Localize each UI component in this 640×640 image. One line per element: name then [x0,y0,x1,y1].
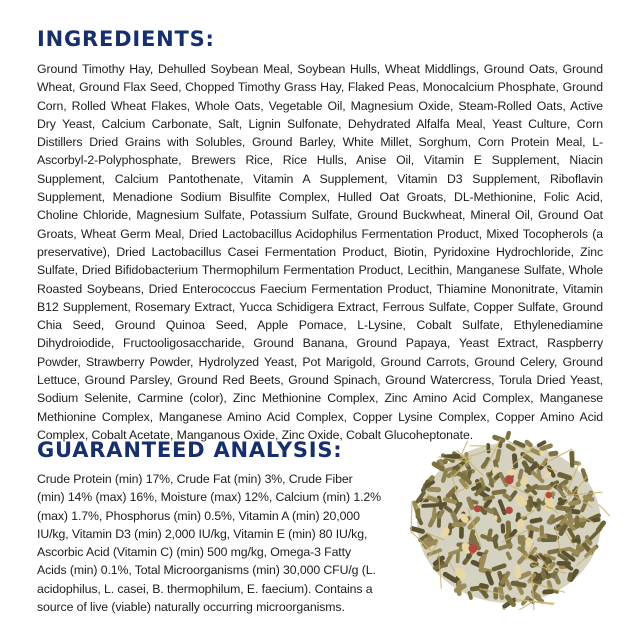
guaranteed-analysis-text: Crude Protein (min) 17%, Crude Fat (min) 3%, Crude Fiber (min) 14% (max) 16%, Moisture (max) 12%, Calcium (min) 1.2% (max) 1.7%, Phosphorus (min) 0.5%, Vitamin A (min) 20,000 IU/kg, Vitamin D3 (min) 2,000 IU/kg, Vitamin E (min) 80 IU/kg, Ascorbic Acid (Vitamin C) (min) 500 mg/kg, Omega-3 Fatty Acids (min) 0.1%, Total Microorganisms (min) 30,000 CFU/g (L. acidophilus, L. casei, B. thermophilum, E. faecium). Contains a source of live (viable) naturally occurring microorganisms. [37,472,381,615]
ingredients-list: Ground Timothy Hay, Dehulled Soybean Meal, Soybean Hulls, Wheat Middlings, Ground Oats, Ground Wheat, Ground Flax Seed, Chopped Timothy Grass Hay, Flaked Peas, Monocalcium Phosphate, Ground Corn, Rolled Wheat Flakes, Whole Oats, Vegetable Oil, Magnesium Oxide, Steam-Rolled Oats, Active Dry Yeast, Calcium Carbonate, Salt, Lignin Sulfonate, Dehydrated Alfalfa Meal, Yeast Culture, Corn Distillers Dried Grains with Solubles, Ground Barley, White Millet, Sorghum, Corn Protein Meal, L-Ascorbyl-2-Polyphosphate, Brewers Rice, Rice Hulls, Anise Oil, Vitamin E Supplement, Niacin Supplement, Calcium Pantothenate, Vitamin A Supplement, Vitamin D3 Supplement, Riboflavin Supplement, Menadione Sodium Bisulfite Complex, Hulled Oat Groats, DL-Methionine, Folic Acid, Choline Chloride, Magnesium Sulfate, Potassium Sulfate, Ground Buckwheat, Mineral Oil, Ground Oat Groats, Wheat Germ Meal, Dried Lactobacillus Acidophilus Fermentation Product, Mixed Tocopherols (a preservative), Dried Lactobacillus Casei Fermentation Product, Biotin, Pyridoxine Hydrochloride, Zinc Sulfate, Dried Bifidobacterium Thermophilum Fermentation Product, Lecithin, Manganese Sulfate, Whole Roasted Soybeans, Dried Enterococcus Faecium Fermentation Product, Thiamine Mononitrate, Vitamin B12 Supplement, Rosemary Extract, Yucca Schidigera Extract, Ferrous Sulfate, Copper Sulfate, Ground Chia Seed, Ground Quinoa Seed, Apple Pomace, L-Lysine, Cobalt Sulfate, Ethylenediamine Dihydroiodide, Fructooligosaccharide, Ground Banana, Ground Papaya, Yeast Extract, Raspberry Powder, Strawberry Powder, Hydrolyzed Yeast, Pot Marigold, Ground Carrots, Ground Celery, Ground Lettuce, Ground Parsley, Ground Red Beets, Ground Spinach, Ground Watercress, Torula Dried Yeast, Sodium Selenite, Carmine (color), Zinc Methionine Complex, Zinc Amino Acid Complex, Manganese Methionine Complex, Manganese Amino Acid Complex, Copper Lysine Complex, Copper Amino Acid Complex, Cobalt Acetate, Manganous Oxide, Zinc Oxide, Cobalt Glucoheptonate. [37,62,603,442]
food-mix-photo [408,425,610,610]
ingredients-heading: INGREDIENTS: [37,27,215,51]
guaranteed-analysis-heading: GUARANTEED ANALYSIS: [37,438,343,462]
